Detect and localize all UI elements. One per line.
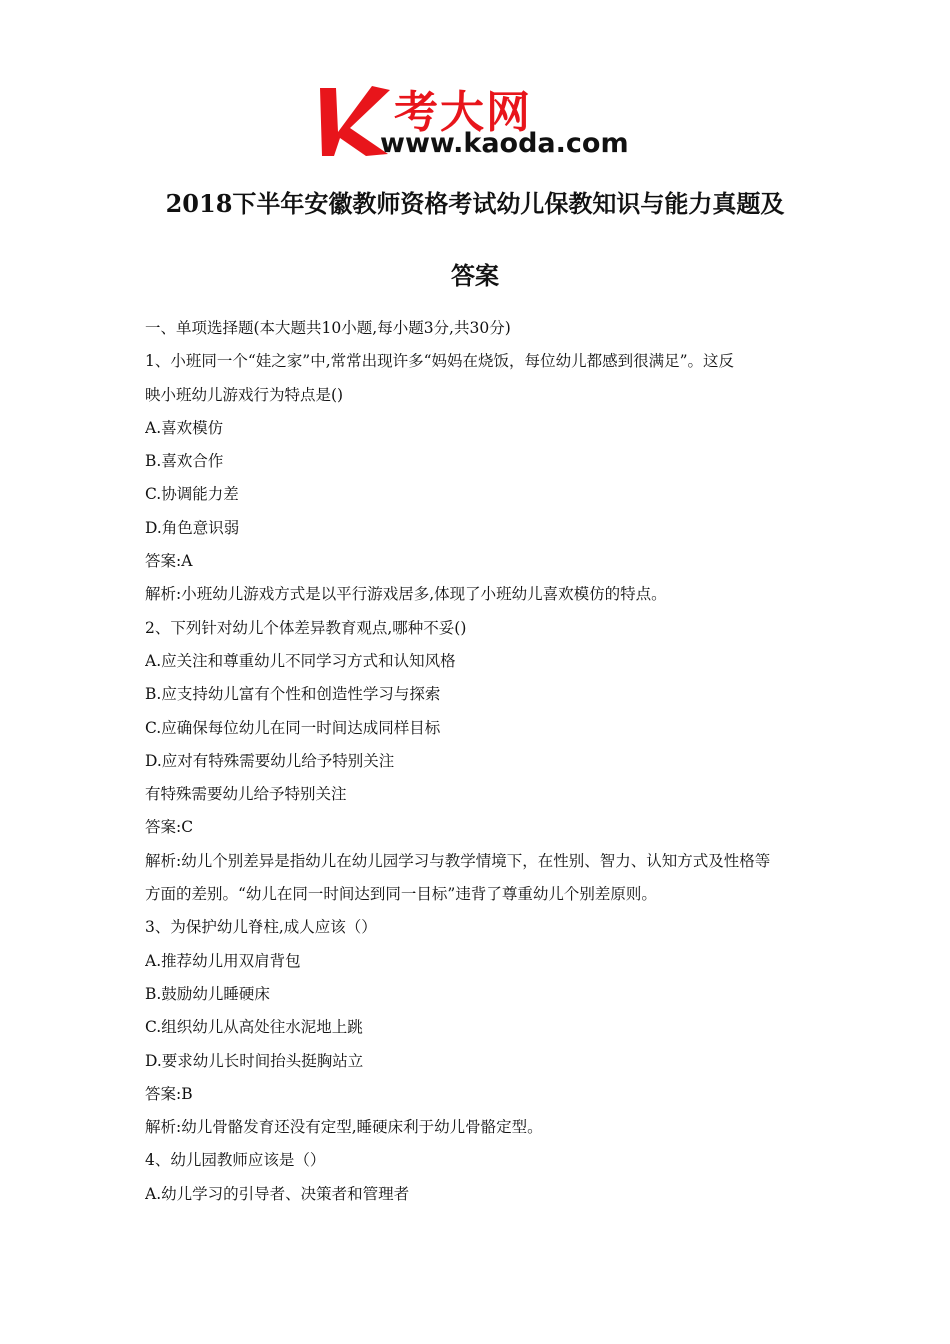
question-1-option-a: A.喜欢模仿 <box>145 418 224 437</box>
question-2-analysis-cont: 方面的差别。“幼儿在同一时间达到同一目标”违背了尊重幼儿个别差原则。 <box>145 885 657 904</box>
question-1-answer: 答案:A <box>145 552 193 571</box>
question-2-option-c: C.应确保每位幼儿在同一时间达成同样目标 <box>145 718 441 737</box>
question-4-option-a: A.幼儿学习的引导者、决策者和管理者 <box>145 1184 410 1203</box>
logo-url: www.kaoda.com <box>380 128 629 159</box>
question-2-extra-line: 有特殊需要幼儿给予特别关注 <box>145 785 347 804</box>
question-3-option-d: D.要求幼儿长时间抬头挺胸站立 <box>145 1051 364 1070</box>
document-title-line-2: 答案 <box>451 261 499 290</box>
question-3-answer: 答案:B <box>145 1084 193 1103</box>
kaoda-logo <box>316 78 646 162</box>
question-3-option-a: A.推荐幼儿用双肩背包 <box>145 951 301 970</box>
question-3-stem: 3、为保护幼儿脊柱,成人应该（） <box>145 918 377 937</box>
question-4-stem: 4、幼儿园教师应该是（） <box>145 1151 326 1170</box>
question-3-option-b: B.鼓励幼儿睡硬床 <box>145 984 270 1003</box>
question-3-option-c: C.组织幼儿从高处往水泥地上跳 <box>145 1018 363 1037</box>
section-heading: 一、单项选择题(本大题共10小题,每小题3分,共30分) <box>145 319 511 337</box>
question-2-option-b: B.应支持幼儿富有个性和创造性学习与探索 <box>145 685 441 704</box>
question-3-analysis: 解析:幼儿骨骼发育还没有定型,睡硬床利于幼儿骨骼定型。 <box>145 1118 543 1137</box>
question-2-option-d: D.应对有特殊需要幼儿给予特别关注 <box>145 751 395 770</box>
question-1-stem: 1、小班同一个“娃之家”中,常常出现许多“妈妈在烧饭，每位幼儿都感到很满足”。这反 <box>145 352 734 371</box>
question-1-analysis: 解析:小班幼儿游戏方式是以平行游戏居多,体现了小班幼儿喜欢模仿的特点。 <box>145 585 667 604</box>
document-body <box>145 312 825 1211</box>
question-1-option-d: D.角色意识弱 <box>145 518 240 537</box>
question-2-option-a: A.应关注和尊重幼儿不同学习方式和认知风格 <box>145 651 456 670</box>
question-1-option-b: B.喜欢合作 <box>145 452 224 471</box>
question-2-answer: 答案:C <box>145 818 194 837</box>
question-1-stem-cont: 映小班幼儿游戏行为特点是() <box>145 385 344 404</box>
document-title-line-1: 2018下半年安徽教师资格考试幼儿保教知识与能力真题及 <box>165 189 785 218</box>
question-2-analysis: 解析:幼儿个别差异是指幼儿在幼儿园学习与教学情境下，在性别、智力、认知方式及性格等 <box>145 851 771 870</box>
question-2-stem: 2、下列针对幼儿个体差异教育观点,哪种不妥() <box>145 618 467 637</box>
logo-brand-name: 考大网 <box>394 87 532 138</box>
question-1-option-c: C.协调能力差 <box>145 485 239 504</box>
